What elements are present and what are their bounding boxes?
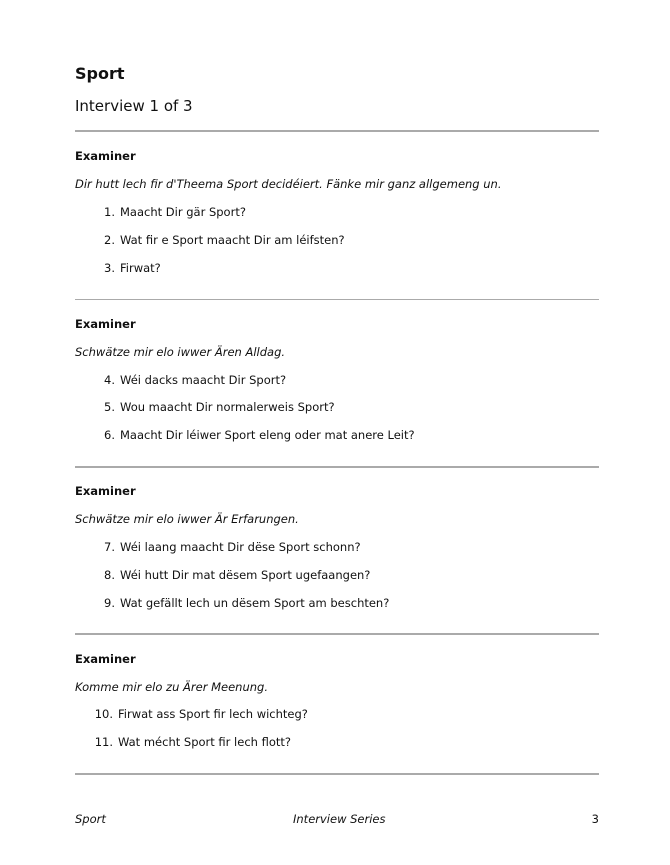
section-prompt: Komme mir elo zu Ärer Meenung. — [75, 680, 268, 694]
footer-topic: Sport — [75, 812, 106, 826]
divider — [75, 466, 599, 468]
question-text: Wat gefällt lech un dësem Sport am beschten? — [120, 596, 390, 610]
section-prompt: Schwätze mir elo iwwer Är Erfarungen. — [75, 512, 299, 526]
question-item — [75, 568, 370, 582]
question-item — [75, 735, 291, 749]
question-number: 3. — [104, 261, 115, 275]
question-number: 10. — [94, 707, 113, 721]
question-item — [75, 233, 345, 247]
question-item — [75, 596, 389, 610]
question-text: Wat mécht Sport fir lech flott? — [118, 735, 291, 749]
section-prompt: Dir hutt lech fir d'Theema Sport decidéiert. Fänke mir ganz allgemeng un. — [75, 177, 502, 191]
question-number: 1. — [104, 205, 115, 219]
divider — [75, 130, 599, 132]
question-item — [75, 540, 361, 554]
speaker-label: Examiner — [75, 652, 136, 666]
divider — [75, 633, 599, 635]
divider — [75, 773, 599, 775]
question-text: Wat fir e Sport maacht Dir am léifsten? — [120, 233, 345, 247]
footer-series: Interview Series — [293, 812, 386, 826]
question-text: Wéi laang maacht Dir dëse Sport schonn? — [120, 540, 361, 554]
question-number: 8. — [104, 568, 115, 582]
speaker-label: Examiner — [75, 317, 136, 331]
question-text: Maacht Dir léiwer Sport eleng oder mat anere Leit? — [120, 428, 415, 442]
speaker-label: Examiner — [75, 149, 136, 163]
question-text: Wéi hutt Dir mat dësem Sport ugefaangen? — [120, 568, 371, 582]
question-text: Wou maacht Dir normalerweis Sport? — [120, 400, 335, 414]
question-item — [75, 428, 415, 442]
question-number: 11. — [94, 735, 113, 749]
speaker-label: Examiner — [75, 484, 136, 498]
question-number: 7. — [104, 540, 115, 554]
question-text: Firwat? — [120, 261, 161, 275]
question-number: 6. — [104, 428, 115, 442]
question-text: Wéi dacks maacht Dir Sport? — [120, 373, 287, 387]
question-item — [75, 707, 308, 721]
page-title: Sport — [75, 64, 125, 83]
question-item — [75, 261, 161, 275]
question-number: 4. — [104, 373, 115, 387]
question-number: 5. — [104, 400, 115, 414]
section-prompt: Schwätze mir elo iwwer Ären Alldag. — [75, 345, 286, 359]
document-page — [75, 0, 599, 865]
question-item — [75, 205, 246, 219]
page-subtitle: Interview 1 of 3 — [75, 97, 193, 115]
question-text: Maacht Dir gär Sport? — [120, 205, 246, 219]
question-item — [75, 400, 335, 414]
question-item — [75, 373, 286, 387]
question-text: Firwat ass Sport fir lech wichteg? — [118, 707, 308, 721]
question-number: 2. — [104, 233, 115, 247]
question-number: 9. — [104, 596, 115, 610]
page-number: 3 — [591, 812, 599, 826]
divider — [75, 299, 599, 300]
